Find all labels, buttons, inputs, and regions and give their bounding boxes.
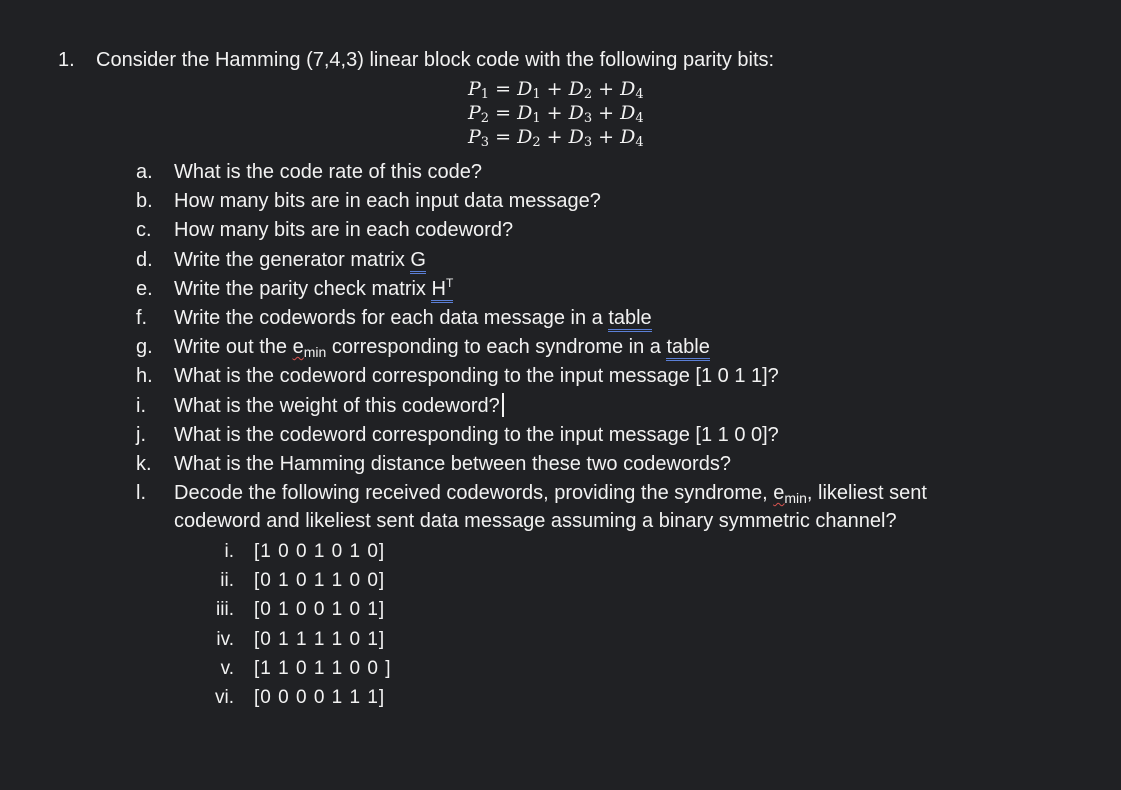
emin-symbol: $e_{min}$ [773,482,807,507]
emin-symbol: $e_{min}$ [292,336,327,361]
table-link[interactable]: table [666,336,709,361]
parity-equation-2: $P_2 = D_1 + D_3 + D_4$ [468,102,644,126]
table-link[interactable]: table [608,307,651,332]
parity-check-matrix-symbol: $H^T$ [431,278,453,303]
parity-equation-1: $P_1 = D_1 + D_2 + D_4$ [468,78,644,102]
question-title [58,47,774,73]
parity-equations [468,77,644,149]
generator-matrix-symbol: G [410,249,426,274]
text-cursor [502,393,504,417]
parity-equation-3: $P_3 = D_2 + D_3 + D_4$ [468,126,644,150]
question-number: 1. [58,49,75,71]
question-intro: Consider the Hamming (7,4,3) linear block code with the following parity bits: [96,49,775,71]
